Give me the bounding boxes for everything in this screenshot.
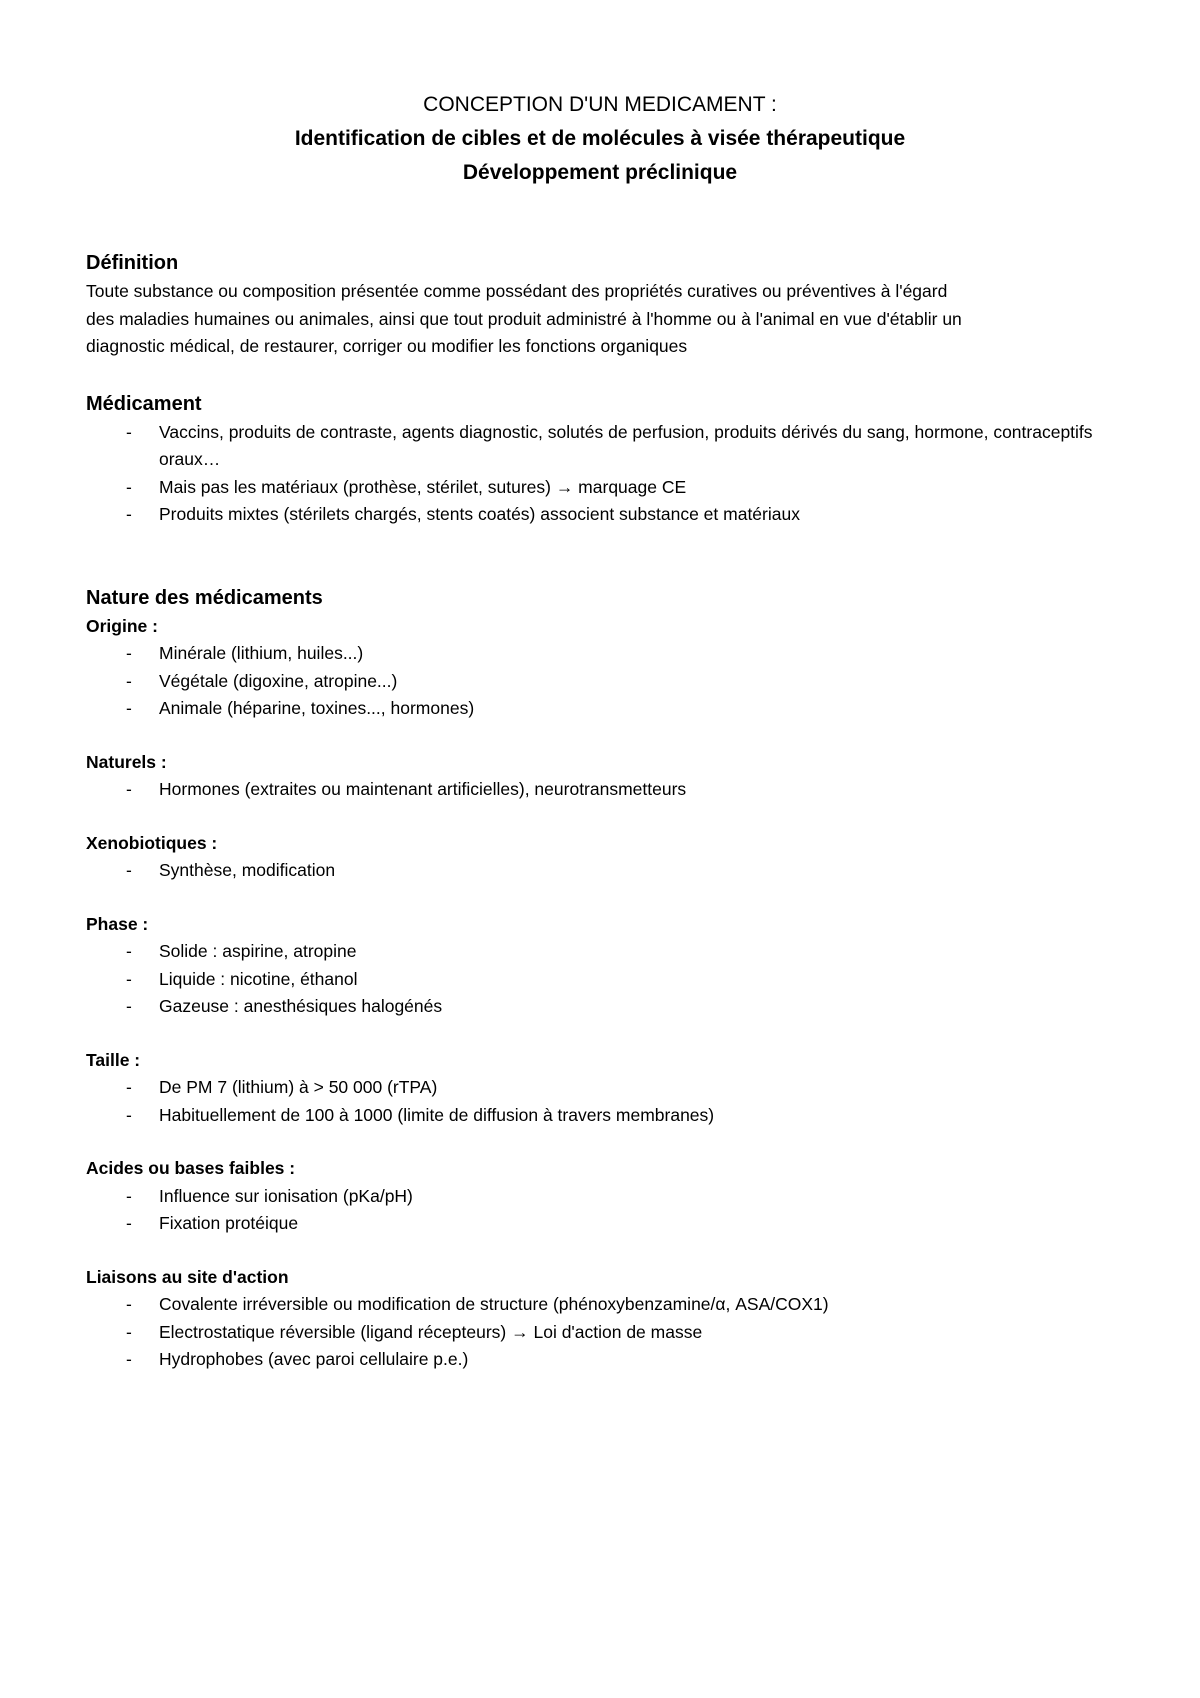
list-item: - Mais pas les matériaux (prothèse, stérilet, sutures) → marquage CE: [86, 474, 1126, 502]
document-subtitle: Identification de cibles et de molécules à visée thérapeutique: [294, 127, 906, 150]
list-item: - Synthèse, modification: [86, 857, 1126, 885]
list-item: - Gazeuse : anesthésiques halogénés: [86, 993, 1126, 1021]
liaisons-list: [86, 1291, 1126, 1374]
phase-list: [86, 938, 1126, 1021]
document-subtitle-2: Développement préclinique: [462, 161, 738, 184]
naturels-list: [86, 776, 1126, 804]
acides-list: [86, 1183, 1126, 1238]
list-item: - Influence sur ionisation (pKa/pH): [86, 1183, 1126, 1211]
taille-list: [86, 1074, 1126, 1129]
definition-text-line-3: diagnostic médical, de restaurer, corriger ou modifier les fonctions organiques: [86, 336, 688, 356]
section-heading-nature: Nature des médicaments: [86, 586, 323, 609]
list-item: - Produits mixtes (stérilets chargés, stents coatés) associent substance et matériaux: [86, 501, 1126, 529]
list-item: - Végétale (digoxine, atropine...): [86, 668, 1126, 696]
list-item: - Vaccins, produits de contraste, agents diagnostic, solutés de perfusion, produits dérivés du sang, hormone, contraceptifs oraux…: [86, 419, 1126, 474]
list-item: - Hydrophobes (avec paroi cellulaire p.e.): [86, 1346, 1126, 1374]
list-item: - Solide : aspirine, atropine: [86, 938, 1126, 966]
subheading-xenobiotiques: Xenobiotiques :: [86, 832, 218, 853]
list-item: - Fixation protéique: [86, 1210, 1126, 1238]
definition-text-line-1: Toute substance ou composition présentée comme possédant des propriétés curatives ou préventives à l'égard: [86, 281, 948, 301]
list-item: - Minérale (lithium, huiles...): [86, 640, 1126, 668]
subheading-naturels: Naturels :: [86, 751, 167, 772]
document-body: [86, 248, 1126, 1374]
subheading-liaisons: Liaisons au site d'action: [86, 1266, 289, 1287]
subheading-origine: Origine :: [86, 615, 158, 636]
subheading-acides: Acides ou bases faibles :: [86, 1158, 296, 1178]
list-item: - Animale (héparine, toxines..., hormones): [86, 695, 1126, 723]
list-item: - Hormones (extraites ou maintenant artificielles), neurotransmetteurs: [86, 776, 1126, 804]
definition-text-line-2: des maladies humaines ou animales, ainsi que tout produit administré à l'homme ou à l'animal en vue d'établir un: [86, 308, 962, 329]
section-heading-medicament: Médicament: [86, 392, 202, 415]
document-title-block: [0, 88, 1200, 190]
document-title: CONCEPTION D'UN MEDICAMENT :: [423, 93, 777, 116]
subheading-taille: Taille :: [86, 1049, 141, 1070]
section-heading-definition: Définition: [86, 252, 179, 274]
list-item: - Habituellement de 100 à 1000 (limite de diffusion à travers membranes): [86, 1102, 1126, 1130]
medicament-list: [86, 419, 1126, 529]
list-item: - Liquide : nicotine, éthanol: [86, 966, 1126, 994]
xenobiotiques-list: [86, 857, 1126, 885]
origine-list: [86, 640, 1126, 723]
list-item: - Electrostatique réversible (ligand récepteurs) → Loi d'action de masse: [86, 1319, 1126, 1347]
subheading-phase: Phase :: [86, 913, 149, 934]
list-item: - Covalente irréversible ou modification de structure (phénoxybenzamine/α, ASA/COX1): [86, 1291, 1126, 1319]
list-item: - De PM 7 (lithium) à > 50 000 (rTPA): [86, 1074, 1126, 1102]
